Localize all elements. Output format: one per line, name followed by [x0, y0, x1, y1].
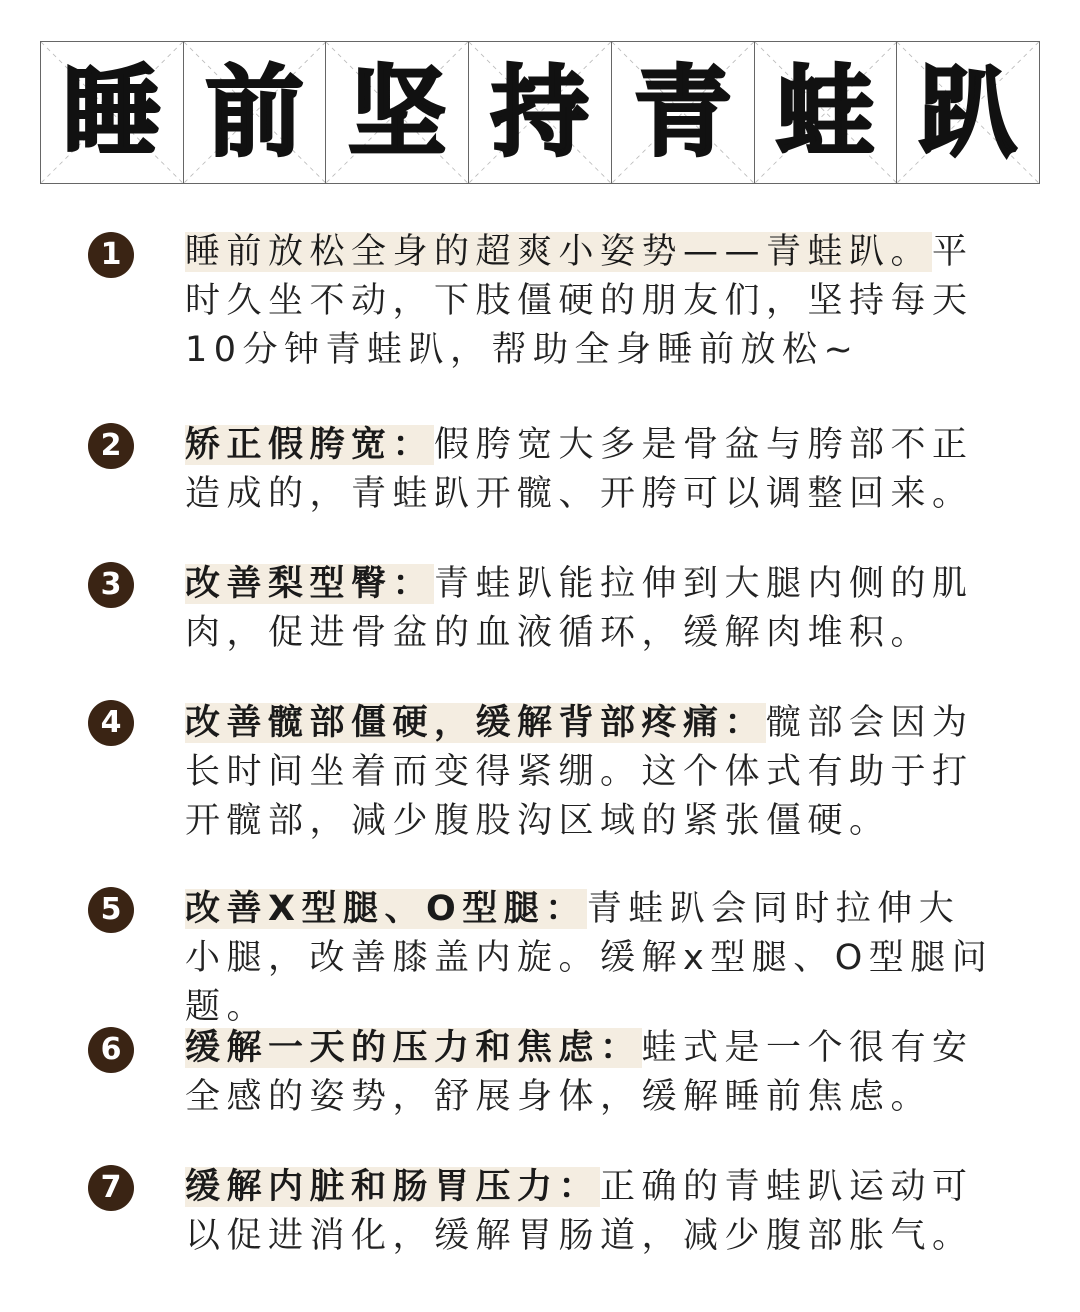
title-char: 持: [491, 55, 590, 170]
item-text: [185, 560, 995, 658]
item-highlight: 缓解一天的压力和焦虑：: [185, 1028, 642, 1068]
item-body: 青蛙趴会同时拉伸大小腿，改善膝盖内旋。缓解x型腿、O型腿问题。: [185, 889, 994, 1027]
title-cell: [612, 42, 755, 183]
item-text: [185, 1024, 995, 1122]
title-char: 前: [205, 55, 304, 170]
title-cell: [755, 42, 898, 183]
number-badge: 2: [88, 423, 134, 469]
item-body: 平时久坐不动，下肢僵硬的朋友们，坚持每天10分钟青蛙趴，帮助全身睡前放松~: [185, 232, 974, 370]
item-highlight: 改善髋部僵硬，缓解背部疼痛：: [185, 703, 767, 743]
item-text: [185, 228, 995, 375]
title-cell: [184, 42, 327, 183]
item-text: [185, 421, 995, 519]
title-cell: [326, 42, 469, 183]
title-grid: [40, 41, 1040, 184]
number-badge: 3: [88, 562, 134, 608]
item-body: 正确的青蛙趴运动可以促进消化，缓解胃肠道，减少腹部胀气。: [185, 1167, 974, 1256]
number-badge: 1: [88, 232, 134, 278]
item-highlight: 睡前放松全身的超爽小姿势——青蛙趴。: [185, 232, 933, 272]
title-char: 坚: [348, 55, 447, 170]
number-badge: 5: [88, 887, 134, 933]
item-text: [185, 1163, 995, 1261]
item-highlight: 矫正假胯宽：: [185, 425, 435, 465]
item-highlight: 改善X型腿、O型腿：: [185, 889, 587, 929]
item-highlight: 改善梨型臀：: [185, 564, 435, 604]
item-text: [185, 885, 995, 1032]
title-char: 蛙: [776, 55, 875, 170]
title-cell: [469, 42, 612, 183]
item-highlight: 缓解内脏和肠胃压力：: [185, 1167, 601, 1207]
number-badge: 6: [88, 1027, 134, 1073]
item-body: 髋部会因为长时间坐着而变得紧绷。这个体式有助于打开髋部，减少腹股沟区域的紧张僵硬。: [185, 703, 974, 841]
item-body: 蛙式是一个很有安全感的姿势，舒展身体，缓解睡前焦虑。: [185, 1028, 974, 1117]
item-body: 青蛙趴能拉伸到大腿内侧的肌肉，促进骨盆的血液循环，缓解肉堆积。: [185, 564, 974, 653]
item-body: 假胯宽大多是骨盆与胯部不正造成的，青蛙趴开髋、开胯可以调整回来。: [185, 425, 974, 514]
title-cell: [897, 42, 1039, 183]
number-badge: 7: [88, 1165, 134, 1211]
item-text: [185, 699, 995, 846]
title-char: 趴: [919, 55, 1018, 170]
title-char: 青: [633, 55, 732, 170]
title-char: 睡: [62, 55, 161, 170]
title-cell: [41, 42, 184, 183]
number-badge: 4: [88, 700, 134, 746]
